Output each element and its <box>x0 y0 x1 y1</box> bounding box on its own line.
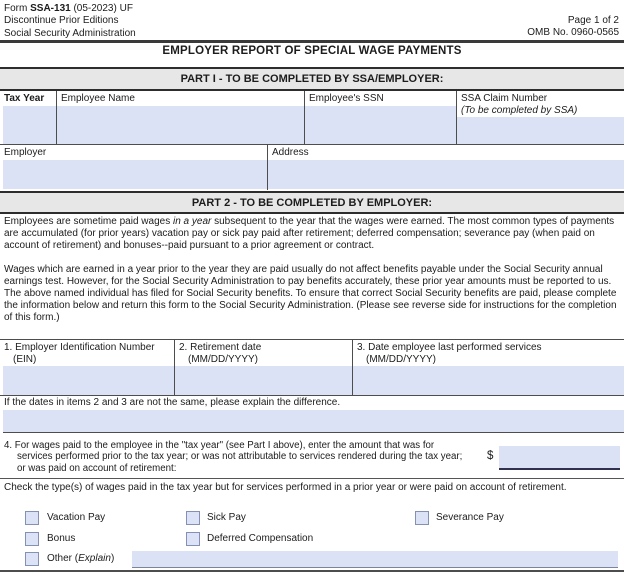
dollar-sign: $ <box>487 450 494 462</box>
tax-year-label: Tax Year <box>4 93 45 104</box>
ein-cell <box>0 340 175 395</box>
retirement-date-label <box>175 340 352 366</box>
ein-label-sub: (EIN) <box>13 353 37 365</box>
other-label-pre: Other ( <box>47 553 79 564</box>
p1-italic: in a year <box>172 216 212 227</box>
form-number-line <box>4 3 136 15</box>
intro-paragraph-1 <box>4 216 618 253</box>
sick-pay-label: Sick Pay <box>207 512 246 523</box>
p1-post: subsequent to the year that the wages were earned. The most common types of payments are accumulated (for prior years) vacation pay or sick pay paid after retirement; deferred compensation; severance pay (when paid on account of retirement) and bonuses--paid pursuant to a prior agreement or contract. <box>4 216 615 252</box>
form-edition: (05-2023) UF <box>70 3 133 14</box>
address-label: Address <box>272 147 309 158</box>
ssn-label: Employee's SSN <box>309 93 384 104</box>
omb-number: OMB No. 0960-0565 <box>527 27 619 39</box>
sick-pay-checkbox[interactable] <box>186 511 200 525</box>
last-services-date-label-text: 3. Date employee last performed services <box>357 342 542 353</box>
items-1-3-row <box>0 339 624 396</box>
last-services-date-format: (MM/DD/YYYY) <box>366 353 436 365</box>
form-number: SSA-131 <box>30 3 71 14</box>
severance-pay-checkbox[interactable] <box>415 511 429 525</box>
ein-label-text: 1. Employer Identification Number <box>4 342 155 353</box>
employer-cell <box>0 145 268 190</box>
bonus-label: Bonus <box>47 533 76 544</box>
other-label <box>47 553 114 564</box>
employer-address-row <box>0 145 624 190</box>
address-input[interactable] <box>268 160 624 190</box>
form-id-block <box>4 3 136 40</box>
address-cell <box>268 145 624 190</box>
other-explain-input[interactable] <box>132 551 618 568</box>
last-services-date-input[interactable] <box>353 366 624 395</box>
deferred-compensation-checkbox[interactable] <box>186 532 200 546</box>
agency-name: Social Security Administration <box>4 27 136 39</box>
explain-prompt: If the dates in items 2 and 3 are not the same, please explain the difference. <box>4 397 341 408</box>
tax-year-cell <box>0 91 57 144</box>
ein-label <box>0 340 174 366</box>
item4-text: 4. For wages paid to the employee in the "tax year" (see Part I above), enter the amount that was for services performed prior to the tax year; or was not attributable to services rendered during the tax year; or was paid on account of retirement: <box>4 440 463 474</box>
intro-paragraph-2: Wages which are earned in a year prior to the year they are paid usually do not affect benefits payable under the Social Security annual earnings test. However, for the Social Security Administration to pay benefits accurately, these prior year amounts must be reported to us. The above named individual has filed for Social Security benefits. To ensure that correct Social Security benefits are paid, please complete the information below and return this form to the Social Security Administration. (Please see reverse side for instructions for the completion of this form.) <box>4 263 617 324</box>
part1-heading: PART I - TO BE COMPLETED BY SSA/EMPLOYER: <box>180 73 444 85</box>
claim-number-label-text: SSA Claim Number <box>461 93 548 104</box>
employee-name-label: Employee Name <box>61 93 135 104</box>
header-rule <box>0 40 624 43</box>
last-services-date-cell <box>353 340 624 395</box>
other-label-italic: Explain <box>78 553 111 564</box>
part2-heading-bar <box>0 191 624 214</box>
page-number: Page 1 of 2 <box>567 15 619 26</box>
deferred-compensation-label: Deferred Compensation <box>207 533 314 544</box>
checkbox-row-1 <box>0 510 624 527</box>
vacation-pay-checkbox[interactable] <box>25 511 39 525</box>
section-divider <box>0 478 624 479</box>
bottom-rule <box>0 570 624 572</box>
employee-name-cell <box>57 91 305 144</box>
discontinue-note: Discontinue Prior Editions <box>4 15 119 27</box>
explain-input[interactable] <box>3 410 624 433</box>
part1-fields-row <box>0 91 624 145</box>
checkbox-row-3 <box>0 551 624 568</box>
part2-heading: PART 2 - TO BE COMPLETED BY EMPLOYER: <box>191 196 433 209</box>
retirement-date-label-text: 2. Retirement date <box>179 342 262 353</box>
other-label-post: ) <box>110 553 115 564</box>
checkbox-row-2 <box>0 531 624 548</box>
vacation-pay-label: Vacation Pay <box>47 512 106 523</box>
claim-number-note: (To be completed by SSA) <box>461 104 578 116</box>
amount-input[interactable] <box>499 446 620 470</box>
check-prompt: Check the type(s) of wages paid in the tax year but for services performed in a prior year or were paid on account of retirement. <box>4 482 567 493</box>
claim-number-label <box>457 91 624 117</box>
retirement-date-cell <box>175 340 353 395</box>
tax-year-input[interactable] <box>3 106 56 145</box>
page-title: EMPLOYER REPORT OF SPECIAL WAGE PAYMENTS <box>162 45 462 57</box>
last-services-date-label <box>353 340 624 366</box>
retirement-date-format: (MM/DD/YYYY) <box>188 353 258 365</box>
employee-name-input[interactable] <box>57 106 304 145</box>
form-word: Form <box>4 3 31 14</box>
employer-label: Employer <box>4 147 47 158</box>
employer-input[interactable] <box>3 160 267 190</box>
claim-number-cell <box>457 91 624 144</box>
instructions-block <box>4 216 618 325</box>
claim-number-input[interactable] <box>457 117 624 144</box>
part1-heading-bar <box>0 67 624 91</box>
severance-pay-label: Severance Pay <box>436 512 504 523</box>
retirement-date-input[interactable] <box>175 366 352 395</box>
ein-input[interactable] <box>3 366 174 395</box>
bonus-checkbox[interactable] <box>25 532 39 546</box>
page-omb-block <box>527 15 619 40</box>
other-checkbox[interactable] <box>25 552 39 566</box>
ssn-cell <box>305 91 457 144</box>
p1-pre: Employees are sometime paid wages <box>4 216 173 227</box>
ssn-input[interactable] <box>305 106 456 145</box>
